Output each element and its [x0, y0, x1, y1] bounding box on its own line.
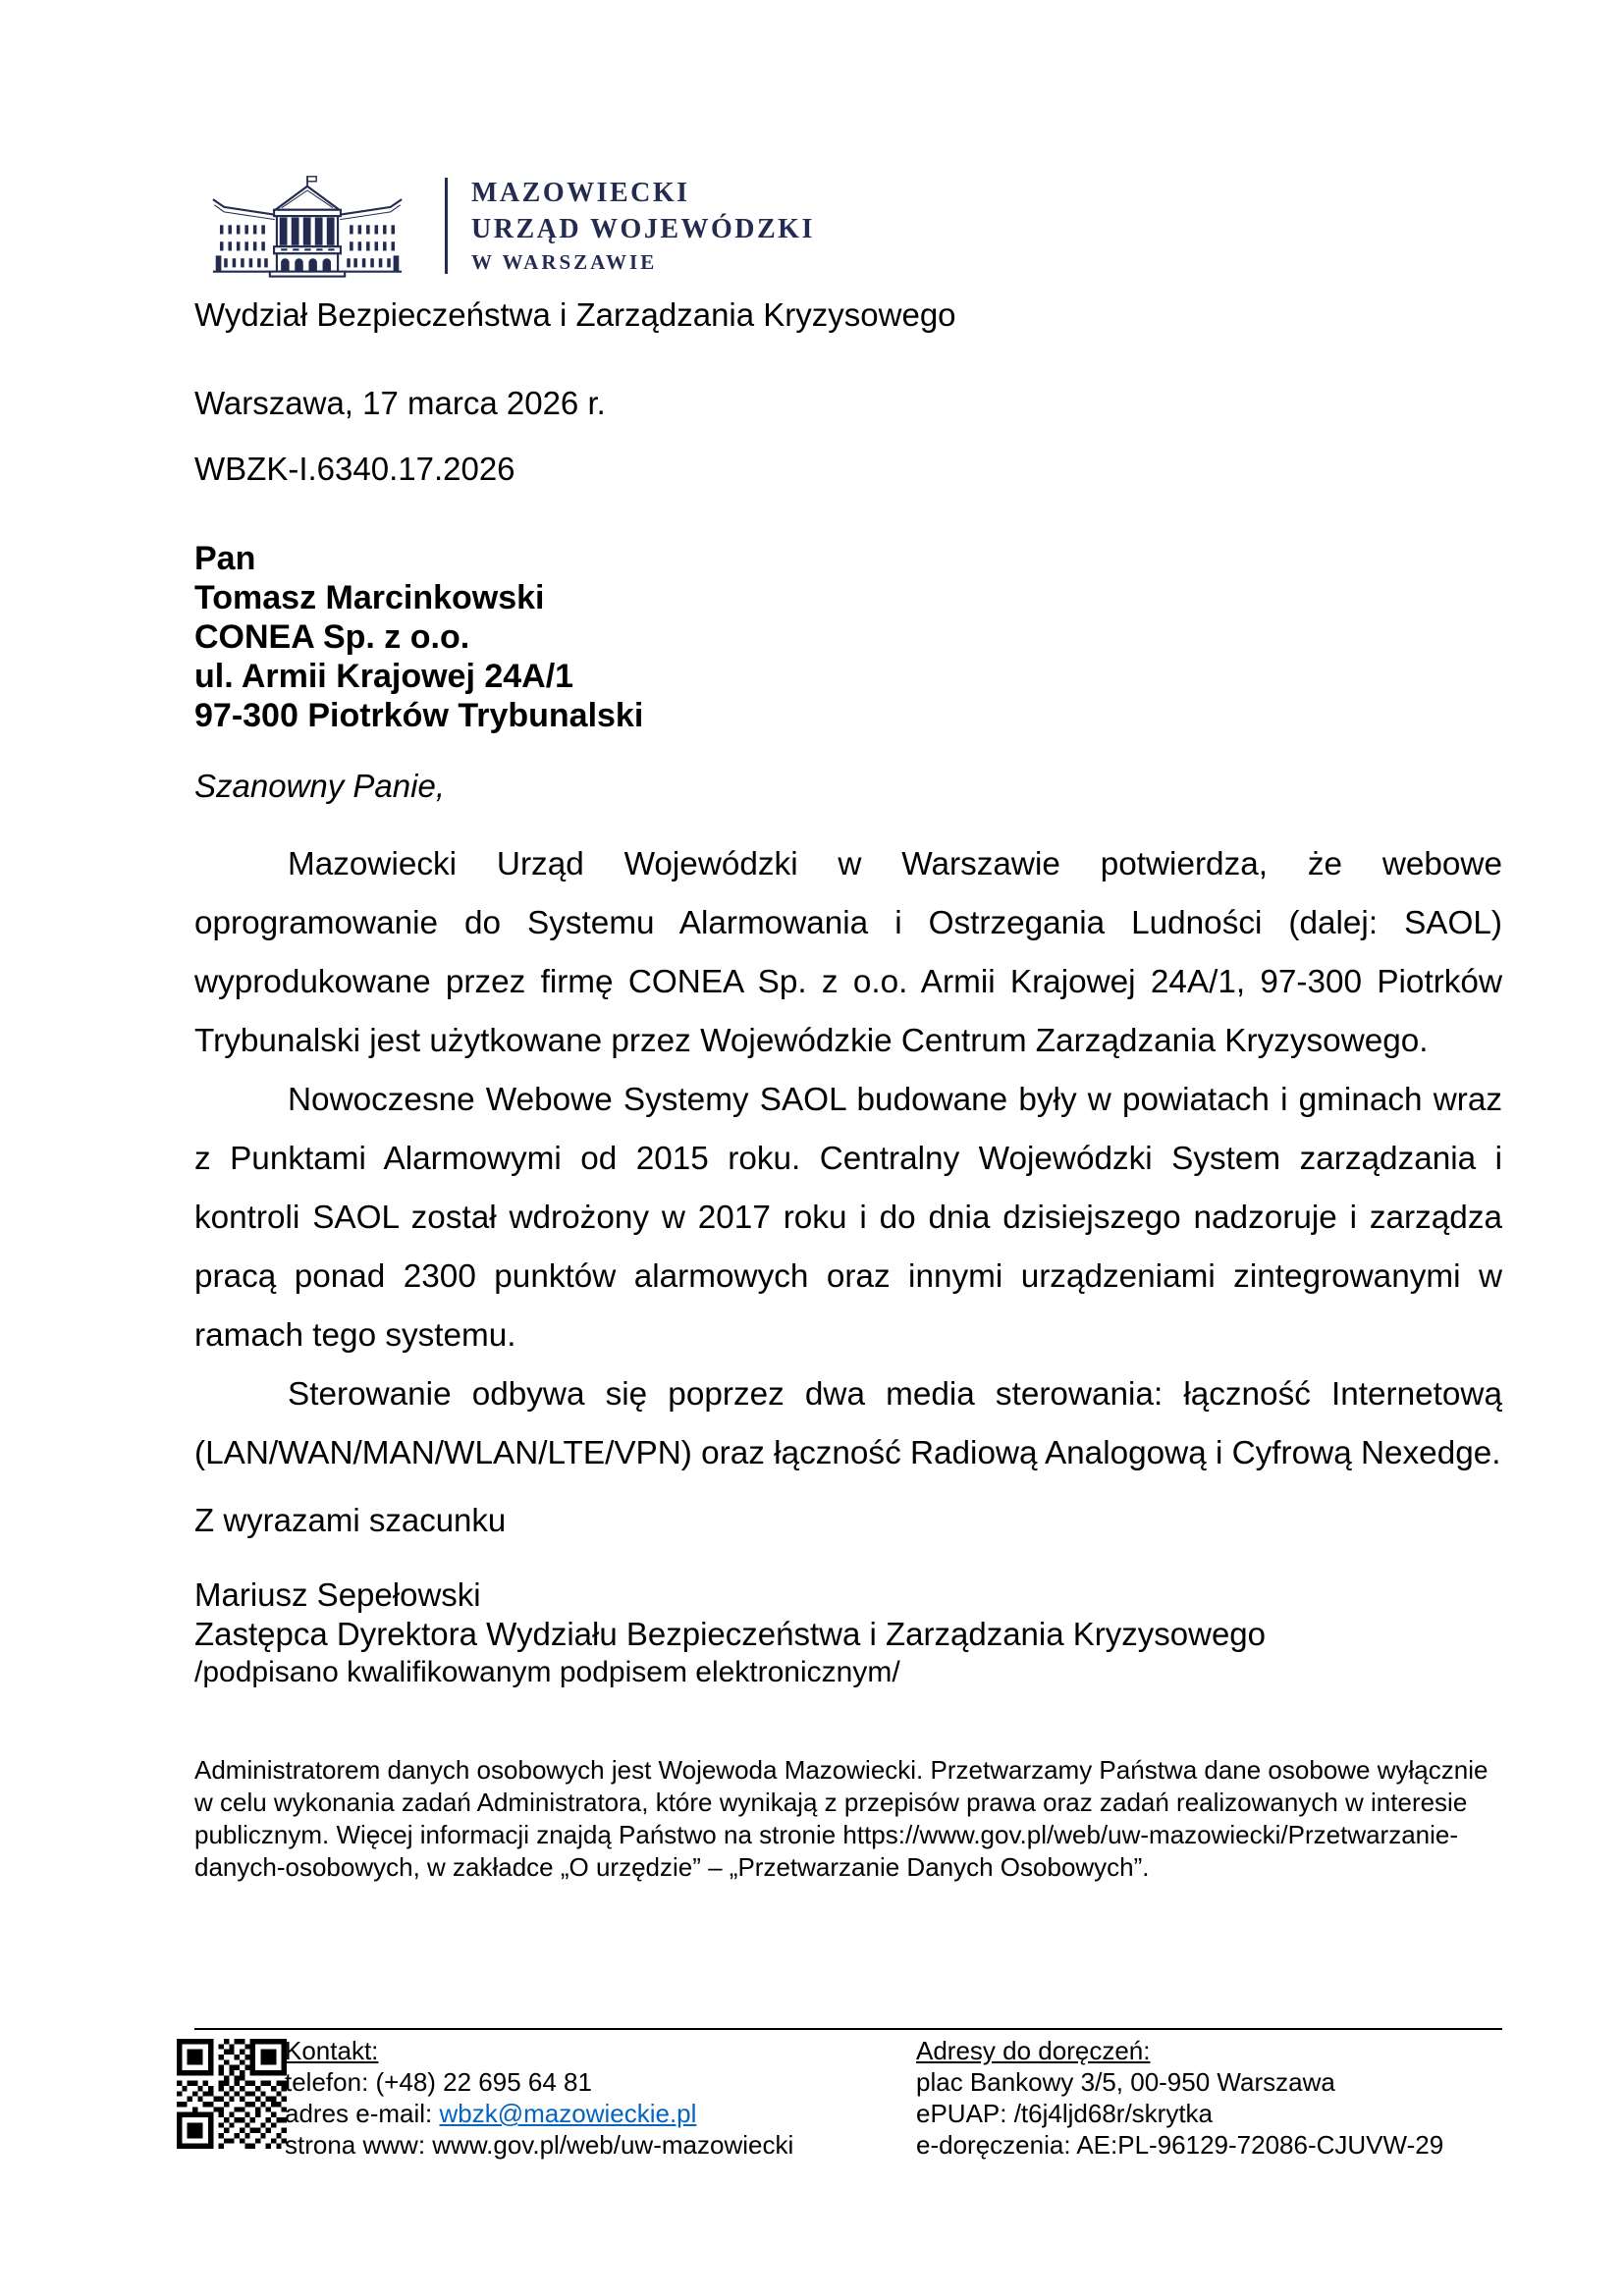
org-name-line2: URZĄD WOJEWÓDZKI [471, 214, 815, 244]
contact-email-link[interactable]: wbzk@mazowieckie.pl [439, 2099, 697, 2128]
contact-heading: Kontakt: [285, 2036, 379, 2065]
delivery-address: plac Bankowy 3/5, 00-950 Warszawa [916, 2067, 1335, 2097]
contact-www: strona www: www.gov.pl/web/uw-mazowiecki [285, 2130, 794, 2160]
qr-code-icon [177, 2039, 287, 2149]
footer-contact-column [285, 2035, 793, 2161]
delivery-epuap: ePUAP: /t6j4ljd68r/skrytka [916, 2099, 1214, 2128]
closing-phrase: Z wyrazami szacunku [194, 1502, 507, 1538]
signature-title: Zastępca Dyrektora Wydziału Bezpieczeństwa i Zarządzania Kryzysowego [194, 1616, 1266, 1652]
body-paragraph-3: Sterowanie odbywa się poprzez dwa media sterowania: łączność Internetową (LAN/WAN/MAN/WLAN/LTE/VPN) oraz łączność Radiową Analogową i Cyfrową Nexedge. [194, 1376, 1502, 1471]
org-name-line1: MAZOWIECKI [471, 178, 690, 208]
recipient-street: ul. Armii Krajowej 24A/1 [194, 658, 574, 695]
footer [0, 2035, 1624, 2241]
body-paragraph-2: Nowoczesne Webowe Systemy SAOL budowane były w powiatach i gminach wraz z Punktami Alarmowymi od 2015 roku. Centralny Wojewódzki System zarządzania i kontroli SAOL został wdrożony w 2017 roku i do dnia dzisiejszego nadzoruje i zarządza pracą ponad 2300 punktów alarmowych oraz innymi urządzeniami zintegrowanymi w ramach tego systemu. [194, 1082, 1502, 1354]
contact-email-label: adres e-mail: [285, 2099, 440, 2128]
recipient-city: 97-300 Piotrków Trybunalski [194, 697, 644, 734]
org-name [471, 175, 815, 277]
building-icon [201, 174, 413, 278]
contact-email-line [285, 2098, 793, 2129]
date-line: Warszawa, 17 marca 2026 r. [194, 385, 606, 421]
logo-divider [445, 178, 448, 274]
signature-esign-note: /podpisano kwalifikowanym podpisem elektronicznym/ [194, 1656, 900, 1688]
department-line: Wydział Bezpieczeństwa i Zarządzania Kryzysowego [194, 296, 956, 333]
reference-number: WBZK-I.6340.17.2026 [194, 451, 515, 487]
body-paragraph-1: Mazowiecki Urząd Wojewódzki w Warszawie potwierdza, że webowe oprogramowanie do Systemu Alarmowania i Ostrzegania Ludności (dalej: SAOL) wyprodukowane przez firmę CONEA Sp. z o.o. Armii Krajowej 24A/1, 97-300 Piotrków Trybunalski jest użytkowane przez Wojewódzkie Centrum Zarządzania Kryzysowego. [194, 846, 1502, 1059]
delivery-heading: Adresy do doręczeń: [916, 2036, 1151, 2065]
footer-divider [194, 2028, 1502, 2030]
signature-name: Mariusz Sepełowski [194, 1576, 481, 1613]
contact-phone: telefon: (+48) 22 695 64 81 [285, 2067, 592, 2097]
delivery-edelivery: e-doręczenia: AE:PL-96129-72086-CJUVW-29 [916, 2130, 1444, 2160]
footer-delivery-column [916, 2035, 1443, 2161]
recipient-salutation-word: Pan [194, 540, 256, 577]
letterhead [201, 174, 1502, 278]
recipient-company: CONEA Sp. z o.o. [194, 618, 470, 656]
salutation: Szanowny Panie, [194, 768, 445, 804]
recipient-block [194, 539, 1502, 735]
org-name-line3: W WARSZAWIE [471, 250, 658, 274]
data-protection-disclaimer: Administratorem danych osobowych jest Wojewoda Mazowiecki. Przetwarzamy Państwa dane osobowe wyłącznie w celu wykonania zadań Administratora, które wynikają z przepisów prawa oraz zadań realizowanych w interesie publicznym. Więcej informacji znajdą Państwo na stronie https://www.gov.pl/web/uw-mazowiecki/Przetwarzanie-danych-osobowych, w zakładce „O urzędzie” – „Przetwarzanie Danych Osobowych”. [194, 1755, 1489, 1882]
recipient-name: Tomasz Marcinkowski [194, 579, 545, 616]
